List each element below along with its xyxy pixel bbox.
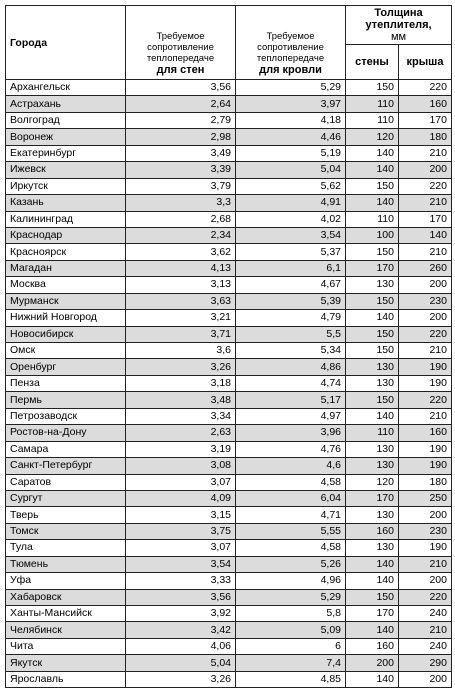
cell-wall-thickness: 150 bbox=[346, 589, 399, 605]
table-row bbox=[6, 178, 452, 194]
cell-city: Астрахань bbox=[6, 96, 126, 112]
cell-wall-resistance: 3,71 bbox=[126, 326, 236, 342]
cell-wall-thickness: 110 bbox=[346, 112, 399, 128]
cell-city: Сургут bbox=[6, 490, 126, 506]
cell-roof-resistance: 4,67 bbox=[236, 277, 346, 293]
cell-wall-resistance: 3,79 bbox=[126, 178, 236, 194]
cell-wall-thickness: 140 bbox=[346, 671, 399, 687]
cell-roof-resistance: 3,97 bbox=[236, 96, 346, 112]
table-row bbox=[6, 326, 452, 342]
cell-roof-resistance: 5,29 bbox=[236, 80, 346, 96]
cell-roof-thickness: 260 bbox=[399, 260, 452, 276]
cell-wall-resistance: 2,79 bbox=[126, 112, 236, 128]
cell-roof-thickness: 190 bbox=[399, 540, 452, 556]
cell-wall-resistance: 3,34 bbox=[126, 408, 236, 424]
cell-city: Магадан bbox=[6, 260, 126, 276]
header-thickness-line1: Толщина bbox=[374, 7, 423, 19]
cell-city: Оренбург bbox=[6, 359, 126, 375]
header-roof-resistance-line2: сопротивление bbox=[257, 42, 324, 53]
table-row bbox=[6, 589, 452, 605]
table-row bbox=[6, 260, 452, 276]
table-body bbox=[6, 80, 452, 688]
cell-roof-thickness: 240 bbox=[399, 638, 452, 654]
cell-wall-resistance: 3,63 bbox=[126, 293, 236, 309]
table-row bbox=[6, 195, 452, 211]
cell-city: Казань bbox=[6, 195, 126, 211]
cell-wall-resistance: 3,33 bbox=[126, 573, 236, 589]
cell-roof-thickness: 190 bbox=[399, 458, 452, 474]
header-wall-resistance-line2: сопротивление bbox=[147, 42, 214, 53]
cell-wall-thickness: 110 bbox=[346, 425, 399, 441]
cell-roof-resistance: 5,19 bbox=[236, 145, 346, 161]
cell-city: Томск bbox=[6, 523, 126, 539]
cell-city: Пенза bbox=[6, 375, 126, 391]
cell-roof-resistance: 5,04 bbox=[236, 162, 346, 178]
cell-wall-thickness: 140 bbox=[346, 556, 399, 572]
cell-roof-resistance: 5,5 bbox=[236, 326, 346, 342]
cell-city: Самара bbox=[6, 441, 126, 457]
cell-wall-thickness: 170 bbox=[346, 606, 399, 622]
cell-city: Чита bbox=[6, 638, 126, 654]
cell-roof-resistance: 5,39 bbox=[236, 293, 346, 309]
cell-roof-resistance: 4,71 bbox=[236, 507, 346, 523]
cell-wall-thickness: 150 bbox=[346, 343, 399, 359]
header-walls: стены bbox=[346, 45, 399, 80]
cell-city: Калининград bbox=[6, 211, 126, 227]
table-row bbox=[6, 293, 452, 309]
table-row bbox=[6, 671, 452, 687]
cell-wall-thickness: 130 bbox=[346, 540, 399, 556]
cell-city: Пермь bbox=[6, 392, 126, 408]
cell-roof-thickness: 210 bbox=[399, 622, 452, 638]
cell-wall-resistance: 3,13 bbox=[126, 277, 236, 293]
cell-wall-resistance: 3,48 bbox=[126, 392, 236, 408]
header-insulation-thickness bbox=[346, 6, 452, 45]
header-thickness-line2: утеплителя, bbox=[365, 19, 432, 31]
table-row bbox=[6, 129, 452, 145]
cell-roof-resistance: 5,26 bbox=[236, 556, 346, 572]
table-row bbox=[6, 655, 452, 671]
cell-wall-thickness: 140 bbox=[346, 408, 399, 424]
cell-city: Екатеринбург bbox=[6, 145, 126, 161]
cell-roof-resistance: 4,74 bbox=[236, 375, 346, 391]
cell-roof-resistance: 5,55 bbox=[236, 523, 346, 539]
cell-wall-thickness: 110 bbox=[346, 211, 399, 227]
table-row bbox=[6, 310, 452, 326]
cell-wall-resistance: 3,18 bbox=[126, 375, 236, 391]
cell-roof-thickness: 140 bbox=[399, 227, 452, 243]
cell-wall-resistance: 3,54 bbox=[126, 556, 236, 572]
cell-city: Архангельск bbox=[6, 80, 126, 96]
table-row bbox=[6, 573, 452, 589]
header-wall-resistance-line3: теплопередаче bbox=[146, 53, 215, 64]
cell-wall-resistance: 2,98 bbox=[126, 129, 236, 145]
table-row bbox=[6, 556, 452, 572]
table-row bbox=[6, 490, 452, 506]
cell-wall-resistance: 2,34 bbox=[126, 227, 236, 243]
cell-wall-thickness: 140 bbox=[346, 622, 399, 638]
cell-roof-thickness: 210 bbox=[399, 343, 452, 359]
cell-roof-thickness: 170 bbox=[399, 112, 452, 128]
cell-wall-resistance: 3,19 bbox=[126, 441, 236, 457]
cell-roof-resistance: 4,6 bbox=[236, 458, 346, 474]
cell-city: Хабаровск bbox=[6, 589, 126, 605]
cell-wall-resistance: 3,75 bbox=[126, 523, 236, 539]
cell-roof-thickness: 230 bbox=[399, 523, 452, 539]
cell-roof-thickness: 200 bbox=[399, 162, 452, 178]
cell-wall-thickness: 130 bbox=[346, 375, 399, 391]
cell-wall-thickness: 120 bbox=[346, 474, 399, 490]
cell-roof-thickness: 220 bbox=[399, 589, 452, 605]
cell-roof-thickness: 200 bbox=[399, 277, 452, 293]
cell-roof-thickness: 200 bbox=[399, 507, 452, 523]
cell-roof-resistance: 6 bbox=[236, 638, 346, 654]
cell-wall-resistance: 3,62 bbox=[126, 244, 236, 260]
cell-roof-thickness: 210 bbox=[399, 408, 452, 424]
header-roof-resistance-line3: теплопередаче bbox=[256, 53, 325, 64]
cell-roof-resistance: 4,58 bbox=[236, 540, 346, 556]
cell-wall-resistance: 4,13 bbox=[126, 260, 236, 276]
cell-roof-thickness: 160 bbox=[399, 425, 452, 441]
table-row bbox=[6, 622, 452, 638]
cell-wall-thickness: 130 bbox=[346, 441, 399, 457]
header-wall-resistance-line1: Требуемое bbox=[156, 31, 205, 42]
insulation-table bbox=[5, 5, 452, 688]
cell-roof-resistance: 4,86 bbox=[236, 359, 346, 375]
cell-wall-thickness: 160 bbox=[346, 638, 399, 654]
cell-roof-thickness: 190 bbox=[399, 359, 452, 375]
cell-wall-resistance: 3,56 bbox=[126, 80, 236, 96]
cell-wall-resistance: 3,6 bbox=[126, 343, 236, 359]
table-row bbox=[6, 343, 452, 359]
cell-roof-thickness: 200 bbox=[399, 671, 452, 687]
table-row bbox=[6, 425, 452, 441]
insulation-table-container bbox=[5, 5, 451, 688]
cell-wall-thickness: 110 bbox=[346, 96, 399, 112]
cell-wall-thickness: 170 bbox=[346, 260, 399, 276]
cell-city: Красноярск bbox=[6, 244, 126, 260]
table-row bbox=[6, 359, 452, 375]
cell-roof-resistance: 4,46 bbox=[236, 129, 346, 145]
cell-roof-resistance: 5,34 bbox=[236, 343, 346, 359]
cell-roof-thickness: 220 bbox=[399, 178, 452, 194]
cell-roof-resistance: 3,54 bbox=[236, 227, 346, 243]
table-row bbox=[6, 523, 452, 539]
cell-wall-resistance: 5,04 bbox=[126, 655, 236, 671]
table-row bbox=[6, 277, 452, 293]
cell-wall-thickness: 150 bbox=[346, 293, 399, 309]
cell-roof-resistance: 4,18 bbox=[236, 112, 346, 128]
cell-roof-thickness: 230 bbox=[399, 293, 452, 309]
cell-city: Иркутск bbox=[6, 178, 126, 194]
cell-roof-resistance: 5,29 bbox=[236, 589, 346, 605]
cell-roof-resistance: 5,17 bbox=[236, 392, 346, 408]
table-row bbox=[6, 96, 452, 112]
cell-wall-resistance: 4,09 bbox=[126, 490, 236, 506]
cell-wall-thickness: 120 bbox=[346, 129, 399, 145]
cell-roof-resistance: 5,09 bbox=[236, 622, 346, 638]
cell-wall-resistance: 3,3 bbox=[126, 195, 236, 211]
header-roof: крыша bbox=[399, 45, 452, 80]
cell-wall-thickness: 150 bbox=[346, 80, 399, 96]
cell-roof-thickness: 250 bbox=[399, 490, 452, 506]
cell-roof-thickness: 240 bbox=[399, 606, 452, 622]
cell-wall-thickness: 150 bbox=[346, 178, 399, 194]
cell-roof-resistance: 5,8 bbox=[236, 606, 346, 622]
cell-roof-thickness: 210 bbox=[399, 244, 452, 260]
cell-wall-thickness: 140 bbox=[346, 162, 399, 178]
cell-wall-thickness: 200 bbox=[346, 655, 399, 671]
cell-roof-thickness: 190 bbox=[399, 375, 452, 391]
cell-city: Москва bbox=[6, 277, 126, 293]
cell-wall-thickness: 130 bbox=[346, 277, 399, 293]
cell-roof-resistance: 5,37 bbox=[236, 244, 346, 260]
cell-roof-thickness: 210 bbox=[399, 145, 452, 161]
cell-roof-resistance: 4,85 bbox=[236, 671, 346, 687]
table-row bbox=[6, 227, 452, 243]
cell-city: Тула bbox=[6, 540, 126, 556]
cell-city: Уфа bbox=[6, 573, 126, 589]
cell-wall-thickness: 130 bbox=[346, 458, 399, 474]
cell-wall-thickness: 140 bbox=[346, 310, 399, 326]
cell-wall-resistance: 3,15 bbox=[126, 507, 236, 523]
cell-roof-resistance: 3,96 bbox=[236, 425, 346, 441]
cell-city: Ростов-на-Дону bbox=[6, 425, 126, 441]
cell-city: Волгоград bbox=[6, 112, 126, 128]
cell-city: Тверь bbox=[6, 507, 126, 523]
cell-wall-resistance: 3,07 bbox=[126, 540, 236, 556]
table-row bbox=[6, 80, 452, 96]
cell-wall-thickness: 130 bbox=[346, 359, 399, 375]
cell-city: Мурманск bbox=[6, 293, 126, 309]
table-row bbox=[6, 162, 452, 178]
cell-roof-thickness: 200 bbox=[399, 573, 452, 589]
cell-roof-resistance: 4,91 bbox=[236, 195, 346, 211]
cell-wall-resistance: 2,68 bbox=[126, 211, 236, 227]
table-row bbox=[6, 638, 452, 654]
cell-city: Ижевск bbox=[6, 162, 126, 178]
header-roof-resistance-strong: для кровли bbox=[259, 64, 322, 76]
cell-roof-resistance: 4,58 bbox=[236, 474, 346, 490]
cell-roof-resistance: 4,76 bbox=[236, 441, 346, 457]
cell-roof-thickness: 170 bbox=[399, 211, 452, 227]
cell-roof-resistance: 6,04 bbox=[236, 490, 346, 506]
header-roof-resistance bbox=[236, 6, 346, 80]
cell-wall-thickness: 150 bbox=[346, 326, 399, 342]
cell-city: Омск bbox=[6, 343, 126, 359]
table-row bbox=[6, 606, 452, 622]
table-row bbox=[6, 507, 452, 523]
cell-city: Воронеж bbox=[6, 129, 126, 145]
cell-wall-resistance: 3,26 bbox=[126, 671, 236, 687]
cell-roof-thickness: 160 bbox=[399, 96, 452, 112]
cell-city: Краснодар bbox=[6, 227, 126, 243]
cell-city: Саратов bbox=[6, 474, 126, 490]
cell-roof-thickness: 210 bbox=[399, 195, 452, 211]
cell-city: Ярославль bbox=[6, 671, 126, 687]
cell-city: Челябинск bbox=[6, 622, 126, 638]
table-row bbox=[6, 112, 452, 128]
cell-roof-resistance: 4,96 bbox=[236, 573, 346, 589]
cell-roof-thickness: 220 bbox=[399, 326, 452, 342]
cell-city: Санкт-Петербург bbox=[6, 458, 126, 474]
cell-wall-resistance: 3,21 bbox=[126, 310, 236, 326]
cell-city: Нижний Новгород bbox=[6, 310, 126, 326]
cell-roof-thickness: 200 bbox=[399, 310, 452, 326]
cell-wall-resistance: 2,64 bbox=[126, 96, 236, 112]
cell-roof-resistance: 6,1 bbox=[236, 260, 346, 276]
cell-roof-thickness: 220 bbox=[399, 80, 452, 96]
cell-wall-resistance: 3,08 bbox=[126, 458, 236, 474]
table-row bbox=[6, 145, 452, 161]
cell-wall-resistance: 3,92 bbox=[126, 606, 236, 622]
cell-roof-thickness: 290 bbox=[399, 655, 452, 671]
table-row bbox=[6, 474, 452, 490]
cell-city: Якутск bbox=[6, 655, 126, 671]
cell-wall-thickness: 140 bbox=[346, 573, 399, 589]
cell-roof-resistance: 7,4 bbox=[236, 655, 346, 671]
table-row bbox=[6, 441, 452, 457]
cell-wall-thickness: 100 bbox=[346, 227, 399, 243]
cell-wall-resistance: 4,06 bbox=[126, 638, 236, 654]
table-row bbox=[6, 244, 452, 260]
table-row bbox=[6, 211, 452, 227]
table-row bbox=[6, 540, 452, 556]
table-header bbox=[6, 6, 452, 80]
header-wall-resistance-strong: для стен bbox=[156, 64, 205, 76]
table-row bbox=[6, 408, 452, 424]
cell-city: Новосибирск bbox=[6, 326, 126, 342]
header-roof-resistance-line1: Требуемое bbox=[266, 31, 315, 42]
cell-roof-thickness: 210 bbox=[399, 556, 452, 572]
table-row bbox=[6, 458, 452, 474]
cell-wall-thickness: 160 bbox=[346, 523, 399, 539]
cell-wall-thickness: 140 bbox=[346, 145, 399, 161]
cell-city: Тюмень bbox=[6, 556, 126, 572]
cell-wall-resistance: 3,49 bbox=[126, 145, 236, 161]
cell-roof-resistance: 4,79 bbox=[236, 310, 346, 326]
cell-wall-resistance: 3,56 bbox=[126, 589, 236, 605]
cell-roof-resistance: 4,97 bbox=[236, 408, 346, 424]
cell-roof-resistance: 5,62 bbox=[236, 178, 346, 194]
cell-wall-thickness: 140 bbox=[346, 195, 399, 211]
cell-wall-resistance: 3,42 bbox=[126, 622, 236, 638]
header-thickness-line3: мм bbox=[390, 31, 407, 43]
table-row bbox=[6, 392, 452, 408]
cell-wall-resistance: 2,63 bbox=[126, 425, 236, 441]
cell-roof-thickness: 190 bbox=[399, 441, 452, 457]
cell-roof-thickness: 180 bbox=[399, 129, 452, 145]
cell-wall-thickness: 150 bbox=[346, 244, 399, 260]
cell-wall-thickness: 130 bbox=[346, 507, 399, 523]
table-row bbox=[6, 375, 452, 391]
cell-wall-thickness: 170 bbox=[346, 490, 399, 506]
cell-wall-resistance: 3,07 bbox=[126, 474, 236, 490]
cell-wall-resistance: 3,39 bbox=[126, 162, 236, 178]
cell-roof-thickness: 220 bbox=[399, 392, 452, 408]
header-city: Города bbox=[6, 6, 126, 80]
cell-wall-resistance: 3,26 bbox=[126, 359, 236, 375]
cell-city: Петрозаводск bbox=[6, 408, 126, 424]
cell-roof-resistance: 4,02 bbox=[236, 211, 346, 227]
header-wall-resistance bbox=[126, 6, 236, 80]
cell-roof-thickness: 180 bbox=[399, 474, 452, 490]
cell-city: Ханты-Мансийск bbox=[6, 606, 126, 622]
cell-wall-thickness: 150 bbox=[346, 392, 399, 408]
